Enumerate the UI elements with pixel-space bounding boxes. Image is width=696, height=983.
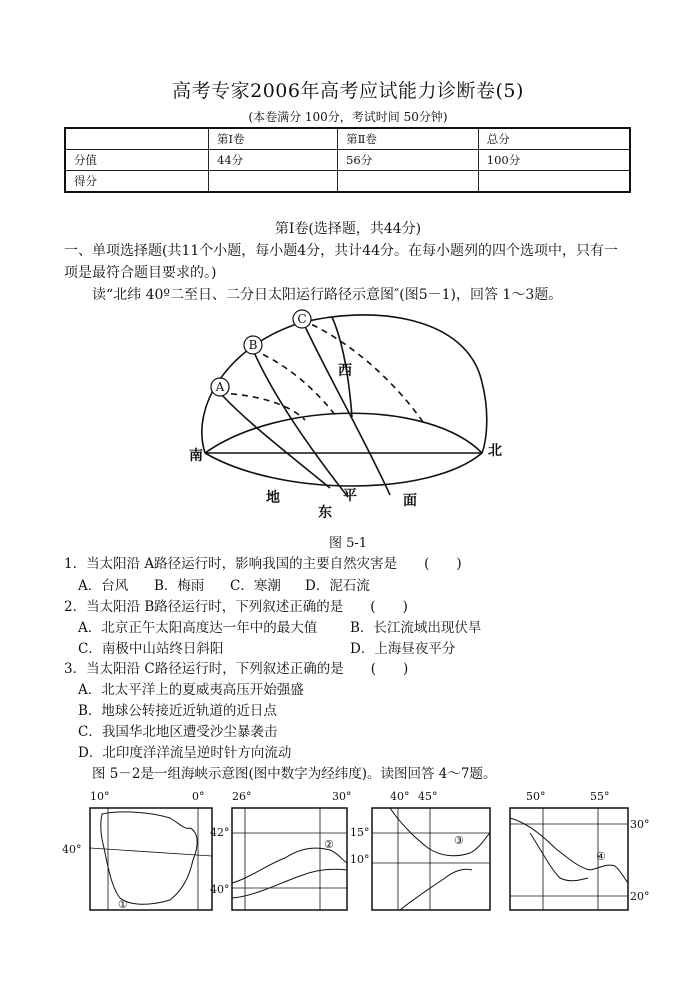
map2-lat-left-top: 42° — [210, 826, 230, 839]
option-c[interactable]: C．寒潮 — [230, 578, 281, 594]
di-label: 地 — [266, 490, 280, 506]
option-d[interactable]: D．上海昼夜平分 — [350, 641, 456, 657]
question-stem: 2．当太阳沿 B路径运行时，下列叙述正确的是 ( ) — [64, 599, 408, 615]
instruction-line: 一、单项选择题(共11个小题，每小题4分，共计44分。在每小题列的四个选项中，只有一 — [64, 243, 618, 259]
map2-lon-left: 26° — [232, 790, 252, 803]
option-c[interactable]: C．我国华北地区遭受沙尘暴袭击 — [78, 724, 278, 740]
map2-marker: ② — [324, 838, 334, 851]
map4-lon-left: 50° — [526, 790, 546, 803]
strait-map-1 — [62, 790, 212, 911]
map2-lat-left-bottom: 40° — [210, 883, 230, 896]
strait-maps — [60, 788, 660, 918]
path-c-hidden — [302, 320, 425, 425]
map1-lon-left: 10° — [90, 790, 110, 803]
table-cell: 得分 — [65, 171, 209, 193]
path-c-label: C — [297, 312, 307, 326]
map2-lat-right-top: 15° — [350, 826, 370, 839]
reading-prompt: 图 5－2是一组海峡示意图(图中数字为经纬度)。读图回答 4～7题。 — [92, 766, 497, 782]
path-b-visible — [253, 350, 348, 497]
strait-map-3 — [372, 790, 490, 910]
horizon-front — [205, 453, 482, 486]
table-cell: 56分 — [338, 150, 479, 171]
option-a[interactable]: A．北太平洋上的夏威夷高压开始强盛 — [78, 682, 304, 698]
map3-lon-right: 45° — [418, 790, 438, 803]
path-c-visible — [302, 320, 390, 495]
path-a-label: A — [215, 380, 225, 394]
map2-lon-right: 30° — [332, 790, 352, 803]
path-b-hidden — [253, 350, 335, 415]
path-a-visible — [220, 393, 330, 488]
option-a[interactable]: A．北京正午太阳高度达一年中的最大值 — [78, 620, 318, 636]
map1-lon-right: 0° — [192, 790, 205, 803]
map4-lon-right: 55° — [590, 790, 610, 803]
map4-lat-bottom: 20° — [630, 890, 650, 903]
south-label: 南 — [189, 448, 203, 464]
option-b[interactable]: B．地球公转接近近轨道的近日点 — [78, 703, 277, 719]
map4-lat-top: 30° — [630, 818, 650, 831]
option-c[interactable]: C．南极中山站终日斜阳 — [78, 641, 224, 657]
table-cell: 第Ⅱ卷 — [338, 128, 479, 150]
map3-marker: ③ — [454, 834, 464, 847]
table-cell: 分值 — [65, 150, 209, 171]
page-title: 高考专家2006年高考应试能力诊断卷(5) — [172, 80, 524, 102]
option-d[interactable]: D．泥石流 — [305, 578, 370, 594]
mian-label: 面 — [403, 493, 417, 509]
map1-marker: ① — [118, 898, 128, 911]
table-cell: 第Ⅰ卷 — [209, 128, 338, 150]
score-input-cell[interactable] — [209, 171, 338, 193]
north-label: 北 — [488, 443, 502, 459]
map3-lon-left: 40° — [390, 790, 410, 803]
table-cell — [65, 128, 209, 150]
strait-map-2 — [210, 790, 370, 910]
instruction-line: 项是最符合题目要求的。) — [64, 265, 217, 281]
path-b-label: B — [248, 338, 258, 352]
table-row — [65, 150, 630, 171]
score-input-cell[interactable] — [338, 171, 479, 193]
reading-prompt: 读“北纬 40º二至日、二分日太阳运行路径示意图″(图5－1)，回答 1～3题。 — [92, 287, 563, 303]
east-label: 东 — [318, 505, 332, 521]
map2-lat-right-bottom: 10° — [350, 853, 370, 866]
option-a[interactable]: A．台风 — [78, 578, 129, 594]
table-header-row — [65, 128, 630, 150]
section-heading: 第Ⅰ卷(选择题，共44分) — [274, 221, 422, 237]
ping-label: 平 — [343, 488, 357, 504]
table-cell: 100分 — [478, 150, 630, 171]
west-label: 西 — [338, 363, 352, 379]
question-stem: 3．当太阳沿 C路径运行时，下列叙述正确的是 ( ) — [64, 661, 409, 677]
option-d[interactable]: D．北印度洋洋流呈逆时针方向流动 — [78, 745, 292, 761]
question-stem: 1．当太阳沿 A路径运行时，影响我国的主要自然灾害是 ( ) — [64, 556, 462, 572]
sun-path-diagram — [180, 305, 520, 530]
map1-lat: 40° — [62, 843, 82, 856]
score-table — [64, 127, 631, 193]
option-b[interactable]: B．梅雨 — [154, 578, 205, 594]
table-row — [65, 171, 630, 193]
table-cell: 总分 — [478, 128, 630, 150]
score-input-cell[interactable] — [478, 171, 630, 193]
page-subtitle: (本卷满分 100分，考试时间 50分钟) — [248, 110, 448, 124]
option-b[interactable]: B．长江流域出现伏旱 — [350, 620, 482, 636]
strait-map-4 — [510, 790, 650, 910]
table-cell: 44分 — [209, 150, 338, 171]
map4-marker: ④ — [596, 850, 606, 863]
figure-caption: 图 5-1 — [329, 536, 368, 551]
